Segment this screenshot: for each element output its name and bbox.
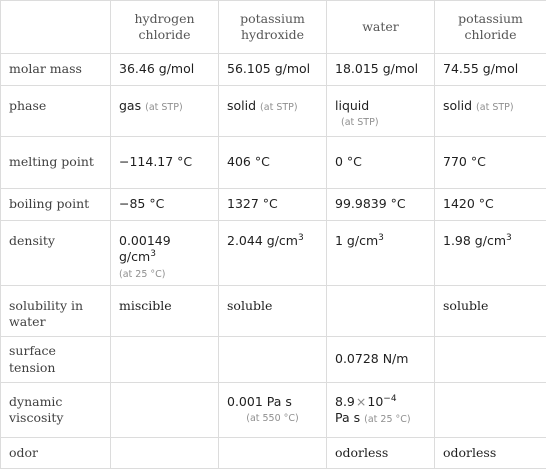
cell-density-water [327, 221, 435, 286]
density-exponent: 3 [150, 249, 156, 259]
row-label-solubility: solubility in water [1, 286, 111, 337]
phase-value: solid [443, 98, 472, 113]
condition-note: (at 25 °C) [364, 414, 410, 425]
row-boiling-point [1, 189, 546, 221]
header-row [1, 1, 546, 54]
cell-odor-water: odorless [327, 438, 435, 469]
cell-melting-point-hcl: −114.17 °C [111, 137, 219, 189]
cell-boiling-point-kcl: 1420 °C [435, 189, 546, 221]
density-exponent: 3 [298, 233, 304, 243]
cell-density-kcl [435, 221, 546, 286]
times-sign: × [355, 394, 367, 409]
condition-note: (at STP) [260, 102, 298, 113]
cell-melting-point-koh: 406 °C [219, 137, 327, 189]
row-label-boiling-point: boiling point [1, 189, 111, 221]
cell-density-koh [219, 221, 327, 286]
cell-viscosity-water [327, 383, 435, 438]
row-label-phase: phase [1, 86, 111, 137]
cell-phase-water [327, 86, 435, 137]
cell-surface-tension-hcl [111, 337, 219, 383]
cell-solubility-koh: soluble [219, 286, 327, 337]
cell-phase-koh [219, 86, 327, 137]
cell-melting-point-water: 0 °C [327, 137, 435, 189]
density-unit: g/cm [119, 249, 150, 264]
cell-odor-koh [219, 438, 327, 469]
corner-cell [1, 1, 111, 54]
condition-note: (at 25 °C) [119, 269, 210, 281]
column-header-hydrogen-chloride: hydrogen chloride [111, 1, 219, 54]
cell-surface-tension-koh [219, 337, 327, 383]
row-density [1, 221, 546, 286]
density-exponent: 3 [506, 233, 512, 243]
row-phase [1, 86, 546, 137]
cell-boiling-point-koh: 1327 °C [219, 189, 327, 221]
row-dynamic-viscosity [1, 383, 546, 438]
cell-density-hcl [111, 221, 219, 286]
density-value: 1.98 g/cm [443, 233, 506, 248]
phase-value: solid [227, 98, 256, 113]
viscosity-exponent: −4 [383, 394, 396, 404]
row-label-dynamic-viscosity: dynamic viscosity [1, 383, 111, 438]
cell-boiling-point-water: 99.9839 °C [327, 189, 435, 221]
column-header-potassium-chloride: potassium chloride [435, 1, 546, 54]
cell-odor-kcl: odorless [435, 438, 546, 469]
row-label-molar-mass: molar mass [1, 54, 111, 86]
condition-note: (at 550 °C) [227, 413, 318, 425]
row-label-density: density [1, 221, 111, 286]
condition-note: (at STP) [476, 102, 514, 113]
cell-surface-tension-water: 0.0728 N/m [327, 337, 435, 383]
row-surface-tension [1, 337, 546, 383]
viscosity-unit: Pa s [335, 410, 360, 425]
condition-note: (at STP) [145, 102, 183, 113]
density-value: 1 g/cm [335, 233, 378, 248]
cell-solubility-kcl: soluble [435, 286, 546, 337]
cell-phase-hcl [111, 86, 219, 137]
cell-solubility-water [327, 286, 435, 337]
row-odor [1, 438, 546, 469]
phase-value: liquid [335, 98, 369, 113]
column-header-water: water [327, 1, 435, 54]
row-label-melting-point: melting point [1, 137, 111, 189]
cell-molar-mass-hcl: 36.46 g/mol [111, 54, 219, 86]
cell-surface-tension-kcl [435, 337, 546, 383]
row-label-surface-tension: surface tension [1, 337, 111, 383]
density-exponent: 3 [378, 233, 384, 243]
condition-note: (at STP) [341, 117, 426, 129]
cell-viscosity-hcl [111, 383, 219, 438]
cell-boiling-point-hcl: −85 °C [111, 189, 219, 221]
cell-odor-hcl [111, 438, 219, 469]
cell-solubility-hcl: miscible [111, 286, 219, 337]
row-molar-mass [1, 54, 546, 86]
density-value: 0.00149 [119, 233, 171, 248]
row-melting-point [1, 137, 546, 189]
column-header-potassium-hydroxide: potassium hydroxide [219, 1, 327, 54]
viscosity-value: 0.001 Pa s [227, 394, 292, 409]
row-solubility [1, 286, 546, 337]
cell-viscosity-kcl [435, 383, 546, 438]
cell-molar-mass-water: 18.015 g/mol [327, 54, 435, 86]
cell-phase-kcl [435, 86, 546, 137]
cell-molar-mass-koh: 56.105 g/mol [219, 54, 327, 86]
cell-viscosity-koh [219, 383, 327, 438]
cell-molar-mass-kcl: 74.55 g/mol [435, 54, 546, 86]
viscosity-base: 10 [367, 394, 383, 409]
row-label-odor: odor [1, 438, 111, 469]
phase-value: gas [119, 98, 141, 113]
viscosity-mantissa: 8.9 [335, 394, 355, 409]
density-value: 2.044 g/cm [227, 233, 298, 248]
cell-melting-point-kcl: 770 °C [435, 137, 546, 189]
